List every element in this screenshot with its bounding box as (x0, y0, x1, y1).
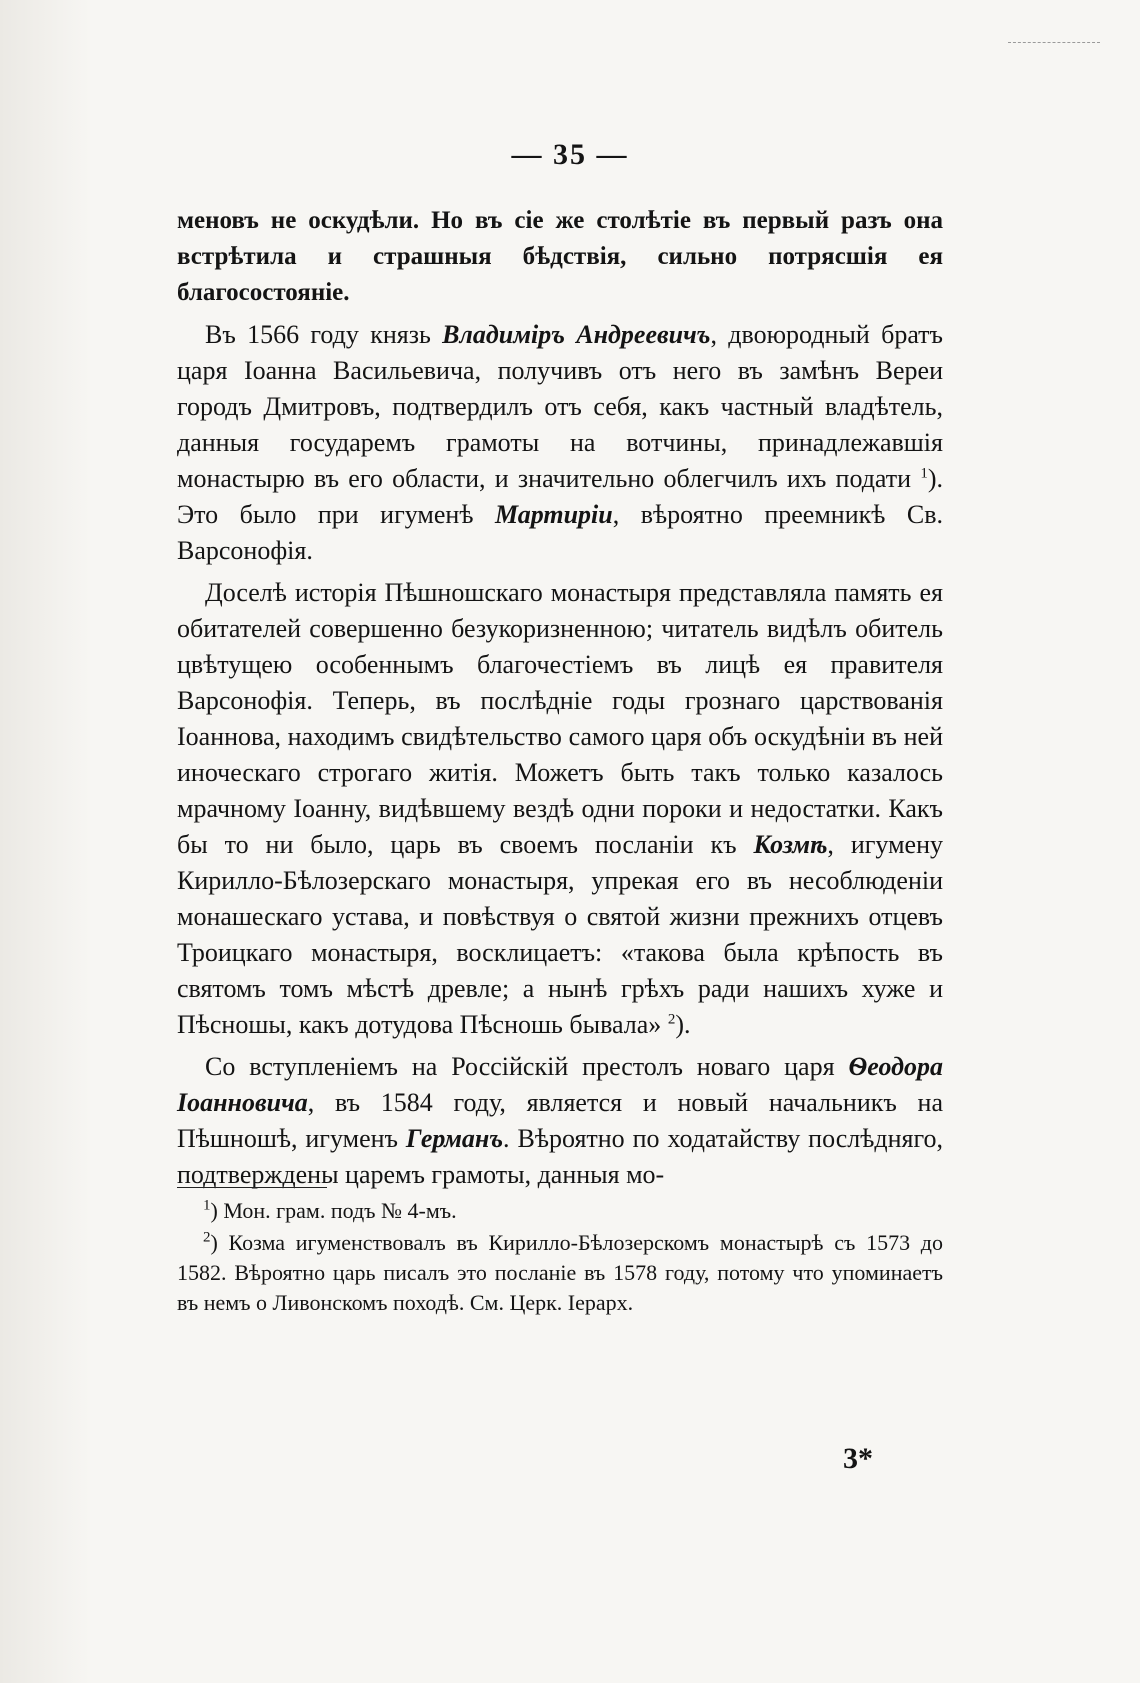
footnote-ref-1[interactable]: 1 (920, 465, 928, 482)
person-name-german: Германъ (405, 1124, 504, 1153)
footnote-ref-2[interactable]: 2 (667, 1011, 676, 1028)
paragraph-1566 (177, 317, 943, 569)
text-run: , вѣроятно преемникѣ Св. Варсонофія. (177, 500, 943, 565)
paragraph-history (177, 575, 943, 1043)
footnote-mark-2: 2 (203, 1229, 211, 1246)
footnote-1 (177, 1196, 943, 1226)
text-run: , двоюродный братъ царя Іоанна Васильевича, получивъ отъ него въ замѣнъ Вереи городъ Дмитровъ, подтвердилъ отъ себя, какъ частный владѣтель, данныя государемъ грамоты на вотчины, принадлежавшія монастырю въ его области, и значительно облегчилъ ихъ подати (177, 320, 943, 493)
signature-mark: 3* (843, 1442, 873, 1475)
paragraph-continuation: меновъ не оскудѣли. Но въ сіе же столѣтіе въ первый разъ она встрѣтила и страшныя бѣдствія, сильно потрясшія ея благосостояніе. (177, 207, 943, 306)
paragraph-1584 (177, 1049, 943, 1193)
text-run: . Вѣроятно по ходатайству послѣдняго, подтверждены царемъ грамоты, данныя мо- (177, 1124, 943, 1189)
text-run: ). (675, 1010, 691, 1039)
text-run: Со вступленіемъ на Россійскій престолъ новаго царя (205, 1052, 849, 1081)
page-number: — 35 — (511, 138, 629, 171)
footnote-text-2: ) Козма игуменствовалъ въ Кирилло-Бѣлозерскомъ монастырѣ съ 1573 до 1582. Вѣроятно царь писалъ это посланіе въ 1578 году, потому что упоминаетъ въ немъ о Ливонскомъ походѣ. См. Церк. Іерарх. (177, 1230, 943, 1315)
text-run: Въ 1566 году князь (205, 320, 443, 349)
text-run: ). Это было при игуменѣ (177, 464, 943, 529)
footnote-text-1: ) Мон. грам. подъ № 4-мъ. (210, 1198, 457, 1223)
text-run: Доселѣ исторія Пѣшношскаго монастыря представляла память ея обитателей совершенно безукоризненною; читатель видѣлъ обитель цвѣтущею особеннымъ благочестіемъ въ лицѣ ея правителя Варсонофія. Теперь, въ послѣдніе годы грознаго царствованія Іоаннова, находимъ свидѣтельство самого царя объ оскудѣніи въ ней иноческаго строгаго житія. Можетъ быть такъ только казалось мрачному Іоанну, видѣвшему вездѣ одни пороки и недостатки. Какъ бы то ни было, царь въ своемъ посланіи къ (177, 578, 943, 859)
footnote-divider (177, 1187, 327, 1188)
text-run: , въ 1584 году, является и новый начальникъ на Пѣшношѣ, игуменъ (177, 1088, 943, 1153)
person-name-kozma: Козмѣ (753, 830, 828, 859)
main-text (177, 203, 943, 1199)
text-run: , игумену Кирилло-Бѣлозерскаго монастыря, упрекая его въ несоблюденіи монашескаго устава, и повѣствуя о святой жизни прежнихъ отцевъ Троицкаго монастыря, восклицаетъ: «такова была крѣпость въ святомъ томъ мѣстѣ древле; а нынѣ грѣхъ ради нашихъ хуже и Пѣсношы, какъ дотудова Пѣсношь бывала» (177, 830, 943, 1039)
person-name-vladimir: Владимiръ Андреевичъ (442, 320, 711, 349)
footnotes (177, 1196, 943, 1320)
footnote-2 (177, 1228, 943, 1318)
person-name-martiry: Мартиріи (494, 500, 613, 529)
scan-edge-shadow (0, 0, 90, 1683)
scan-margin-rule (1008, 42, 1100, 43)
footnote-mark-1: 1 (203, 1197, 211, 1214)
person-name-feodor: Ѳеодора Іоанновича (177, 1052, 943, 1117)
